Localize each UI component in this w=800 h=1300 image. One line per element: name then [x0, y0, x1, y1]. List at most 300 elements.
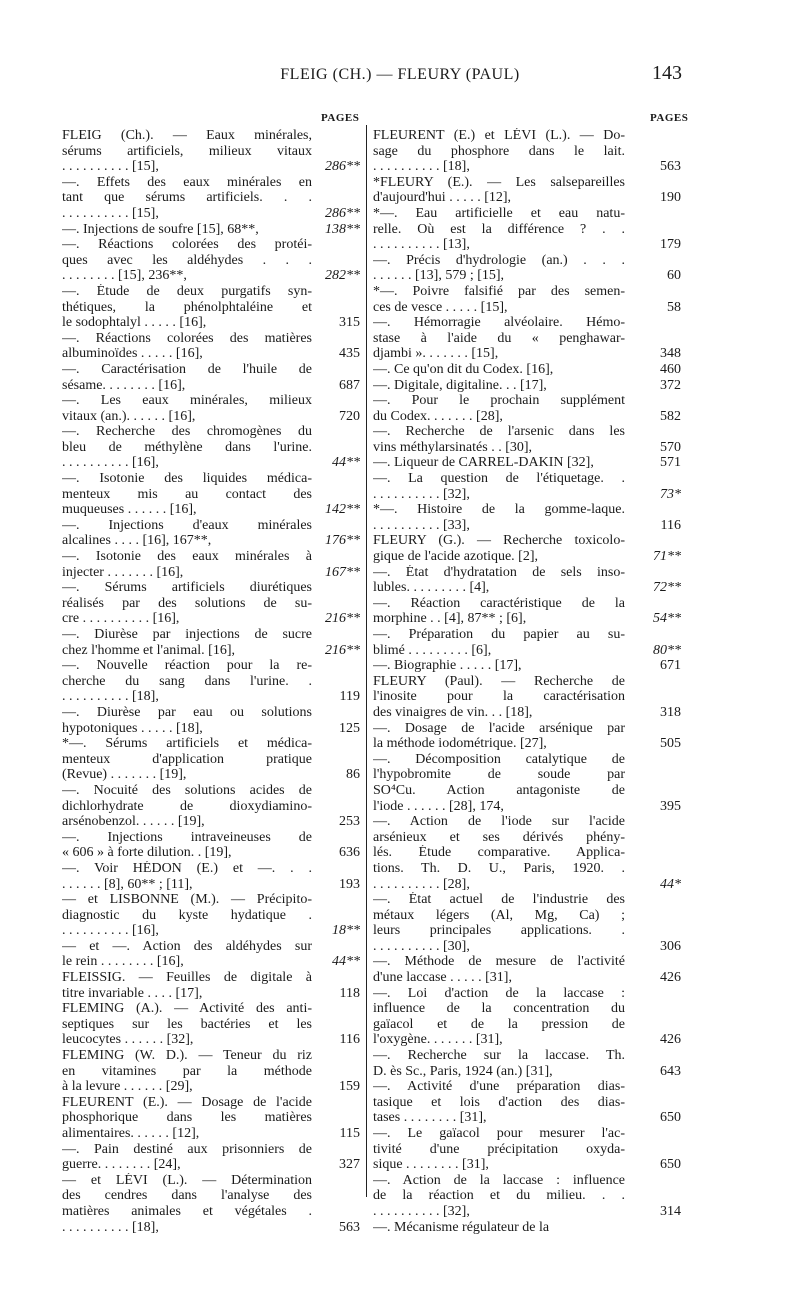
entry-text: —. Étude de deux purgatifs syn- — [62, 283, 312, 299]
entry-page: 86 — [346, 767, 360, 783]
entry-line — [373, 300, 683, 316]
index-entry — [373, 892, 683, 954]
entry-line — [62, 908, 362, 924]
index-entry — [62, 518, 362, 549]
entry-page: 58 — [667, 299, 681, 315]
entry-text: leurs principales applications. . — [373, 923, 625, 939]
index-entry — [373, 627, 683, 658]
index-entry — [62, 284, 362, 331]
entry-line — [62, 502, 362, 518]
entry-line — [62, 752, 362, 768]
entry-line — [373, 533, 683, 549]
entry-text: l'inosite pour la caractérisation — [373, 689, 625, 705]
entry-text: des vinaigres de vin. . . [18], — [373, 704, 533, 720]
entry-page — [312, 440, 362, 456]
entry-page — [625, 1001, 683, 1017]
index-entry — [373, 752, 683, 814]
entry-page: 582 — [660, 408, 681, 424]
entry-page — [312, 471, 362, 487]
entry-line — [373, 1142, 683, 1158]
entry-page — [625, 1079, 683, 1095]
index-entry — [62, 1001, 362, 1048]
entry-text: réalisés par des solutions de su- — [62, 595, 312, 611]
entry-line — [62, 1142, 362, 1158]
index-entry — [373, 206, 683, 253]
entry-line — [62, 861, 362, 877]
entry-line — [62, 331, 362, 347]
entry-text: . . . . . . . . . . [15], — [62, 205, 159, 221]
entry-line — [373, 378, 683, 394]
entry-line — [62, 783, 362, 799]
entry-text: —. Réaction caractéristique de la — [373, 595, 625, 611]
entry-text: —. Décomposition catalytique de — [373, 751, 625, 767]
entry-text: —. La question de l'étiquetage. . — [373, 471, 625, 487]
entry-line — [62, 284, 362, 300]
entry-line — [62, 689, 362, 705]
entry-line — [373, 845, 683, 861]
entry-text: —. Voir HÉDON (E.) et —. . . — [62, 860, 312, 876]
entry-page: 116 — [660, 517, 681, 533]
entry-text: *—. Histoire de la gomme-laque. — [373, 502, 625, 518]
entry-text: —. Pour le prochain supplément — [373, 393, 625, 409]
entry-line — [62, 627, 362, 643]
entry-text: —. Sérums artificiels diurétiques — [62, 580, 312, 596]
entry-line — [373, 1017, 683, 1033]
entry-page — [625, 393, 683, 409]
entry-page — [625, 331, 683, 347]
index-entry — [62, 331, 362, 362]
entry-page: 348 — [660, 346, 681, 362]
entry-text: vins méthylarsinatés . . [30], — [373, 439, 533, 455]
entry-line — [373, 190, 683, 206]
entry-page — [625, 830, 683, 846]
entry-line — [373, 721, 683, 737]
entry-page — [312, 736, 362, 752]
entry-text: —. Diurèse par injections de sucre — [62, 627, 312, 642]
entry-page — [312, 799, 362, 815]
entry-line — [62, 268, 362, 284]
entry-text: tant que sérums artificiels. . . — [62, 190, 312, 206]
entry-text: à la levure . . . . . . [29], — [62, 1079, 193, 1095]
entry-page: 44** — [332, 954, 360, 970]
entry-page — [312, 518, 362, 534]
index-entry — [373, 378, 683, 394]
index-entry — [62, 627, 362, 658]
entry-page — [312, 596, 362, 612]
entry-text: . . . . . . . . . . [18], — [62, 1219, 159, 1235]
index-entry — [373, 954, 683, 985]
entry-line — [62, 487, 362, 503]
index-entry — [373, 1220, 683, 1236]
entry-text: . . . . . . . . . . [33], — [373, 517, 470, 533]
index-entry — [62, 1095, 362, 1142]
entry-line — [62, 1001, 362, 1017]
entry-page — [312, 1110, 362, 1126]
entry-page: 44* — [660, 876, 681, 892]
entry-page — [312, 175, 362, 191]
entry-text: du Codex. . . . . . . [28], — [373, 408, 503, 424]
entry-line — [373, 814, 683, 830]
entry-text: blimé . . . . . . . . . [6], — [373, 642, 492, 658]
entry-text: . . . . . . . . . . [30], — [373, 938, 470, 954]
entry-text: (Revue) . . . . . . . [19], — [62, 767, 187, 783]
entry-text: le sodophtalyl . . . . . [16], — [62, 315, 207, 331]
entry-page — [625, 1048, 683, 1064]
index-entry — [373, 175, 683, 206]
entry-page: 159 — [339, 1079, 360, 1095]
entry-text: matières animales et végétales . — [62, 1203, 312, 1219]
entry-line — [62, 549, 362, 565]
entry-text: D. ès Sc., Paris, 1924 (an.) [31], — [373, 1063, 553, 1079]
entry-page — [625, 954, 683, 970]
entry-page — [625, 175, 683, 191]
entry-page — [312, 1048, 362, 1064]
entry-page — [625, 674, 683, 690]
entry-page — [625, 861, 683, 877]
entry-text: —. Liqueur de CARREL-DAKIN [32], — [373, 455, 594, 471]
entry-line — [373, 237, 683, 253]
entry-page: 687 — [339, 377, 360, 393]
entry-text: . . . . . . . . . . [13], — [373, 237, 470, 253]
running-head: FLEIG (CH.) — FLEURY (PAUL) — [280, 66, 520, 83]
entry-text: —. Réactions colorées des matières — [62, 330, 312, 346]
index-entry — [62, 1142, 362, 1173]
entry-text: —. Action de l'iode sur l'acide — [373, 814, 625, 830]
entry-line — [373, 799, 683, 815]
entry-line — [62, 455, 362, 471]
entry-page — [312, 424, 362, 440]
entry-text: —. Injections d'eaux minérales — [62, 517, 312, 533]
entry-line — [373, 892, 683, 908]
entry-text: *—. Poivre falsifié par des semen- — [373, 283, 625, 299]
index-entry — [62, 393, 362, 424]
entry-text: lés. Étude comparative. Applica- — [373, 845, 625, 861]
entry-line — [373, 1220, 683, 1236]
entry-line — [373, 393, 683, 409]
entry-line — [62, 674, 362, 690]
index-entry — [62, 830, 362, 861]
entry-text: . . . . . . . . . . [28], — [373, 876, 470, 892]
entry-line — [62, 362, 362, 378]
entry-page: 216** — [325, 642, 360, 658]
entry-line — [373, 1032, 683, 1048]
entry-line — [62, 736, 362, 752]
entry-page — [312, 1001, 362, 1017]
entry-line — [62, 1095, 362, 1111]
entry-page: 125 — [339, 720, 360, 736]
entry-page: 176** — [325, 533, 360, 549]
index-entry — [373, 424, 683, 455]
entry-page — [312, 580, 362, 596]
entry-text: l'iode . . . . . . [28], 174, — [373, 798, 504, 814]
entry-page — [312, 144, 362, 160]
entry-line — [373, 970, 683, 986]
entry-text: . . . . . . . . . . [32], — [373, 1203, 470, 1219]
entry-line — [373, 908, 683, 924]
entry-text: tions. Th. D. U., Paris, 1920. . — [373, 860, 625, 876]
entry-page: 650 — [660, 1110, 681, 1126]
entry-page — [625, 892, 683, 908]
entry-page — [312, 300, 362, 316]
entry-line — [373, 346, 683, 362]
entry-line — [62, 222, 362, 238]
entry-text: *—. Sérums artificiels et médica- — [62, 736, 312, 752]
entry-page: 216** — [325, 611, 360, 627]
entry-page — [625, 752, 683, 768]
entry-line — [373, 736, 683, 752]
entry-line — [373, 877, 683, 893]
entry-text: —. Nouvelle réaction pour la re- — [62, 658, 312, 674]
entry-line — [62, 658, 362, 674]
entry-line — [373, 455, 683, 471]
entry-page — [312, 331, 362, 347]
entry-line — [373, 1110, 683, 1126]
entry-text: —. Dosage de l'acide arsénique par — [373, 720, 625, 736]
entry-line — [62, 565, 362, 581]
entry-page — [312, 1173, 362, 1189]
entry-text: —. Préparation du papier au su- — [373, 627, 625, 642]
entry-page: 571 — [660, 455, 681, 471]
entry-line — [62, 159, 362, 175]
entry-line — [373, 549, 683, 565]
entry-text: l'hypobromite de soude par — [373, 767, 625, 783]
entry-text: — et LISBONNE (M.). — Précipito- — [62, 892, 312, 908]
entry-line — [373, 315, 683, 331]
entry-text: — et LÉVI (L.). — Détermination — [62, 1172, 312, 1188]
entry-text: —. Effets des eaux minérales en — [62, 174, 312, 190]
entry-page — [625, 767, 683, 783]
index-entry — [373, 596, 683, 627]
index-entry — [373, 284, 683, 315]
entry-text: —. Action de la laccase : influence — [373, 1172, 625, 1188]
entry-line — [62, 518, 362, 534]
entry-text: dichlorhydrate de dioxydiamino- — [62, 798, 312, 814]
index-entry — [373, 1079, 683, 1126]
entry-line — [62, 1220, 362, 1236]
entry-page: 18** — [332, 923, 360, 939]
entry-line — [373, 1157, 683, 1173]
entry-line — [373, 954, 683, 970]
entry-line — [373, 689, 683, 705]
index-entry — [62, 658, 362, 705]
entry-text: . . . . . . . . [15], 236**, — [62, 268, 187, 284]
right-column — [373, 128, 683, 1235]
entry-line — [62, 845, 362, 861]
entry-text: —. Réactions colorées des protéi- — [62, 237, 312, 253]
entry-page — [312, 362, 362, 378]
entry-page — [312, 658, 362, 674]
entry-page — [625, 565, 683, 581]
entry-line — [373, 986, 683, 1002]
entry-line — [373, 1095, 683, 1111]
entry-text: . . . . . . . . . . [16], — [62, 923, 159, 939]
entry-text: d'aujourd'hui . . . . . [12], — [373, 190, 512, 206]
entry-line — [62, 1126, 362, 1142]
entry-text: —. Ce qu'on dit du Codex. [16], — [373, 361, 554, 377]
entry-line — [62, 533, 362, 549]
entry-page — [312, 1142, 362, 1158]
entry-line — [62, 814, 362, 830]
entry-page — [625, 222, 683, 238]
entry-text: . . . . . . . . . . [16], — [62, 455, 159, 471]
entry-page — [625, 533, 683, 549]
entry-page — [312, 892, 362, 908]
entry-page: 306 — [660, 938, 681, 954]
entry-text: stase à l'aide du « penghawar- — [373, 330, 625, 346]
entry-text: FLEURY (Paul). — Recherche de — [373, 673, 625, 689]
entry-text: alimentaires. . . . . . [12], — [62, 1126, 200, 1141]
index-entry — [373, 674, 683, 721]
entry-page: 460 — [660, 361, 681, 377]
entry-page: 193 — [339, 876, 360, 892]
entry-text: *—. Eau artificielle et eau natu- — [373, 205, 625, 221]
entry-text: l'oxygène. . . . . . . [31], — [373, 1032, 503, 1048]
entry-text: injecter . . . . . . . [16], — [62, 564, 184, 580]
entry-page: 71** — [653, 549, 681, 565]
entry-page — [312, 783, 362, 799]
entry-page: 426 — [660, 970, 681, 986]
entry-line — [62, 705, 362, 721]
entry-page — [625, 689, 683, 705]
entry-line — [62, 315, 362, 331]
entry-line — [373, 1079, 683, 1095]
entry-line — [373, 939, 683, 955]
entry-page: 73* — [660, 486, 681, 502]
entry-text: ques avec les aldéhydes . . . — [62, 252, 312, 268]
entry-text: — et —. Action des aldéhydes sur — [62, 938, 312, 954]
entry-line — [62, 939, 362, 955]
entry-line — [373, 752, 683, 768]
entry-page — [312, 1064, 362, 1080]
entry-text: FLEURY (G.). — Recherche toxicolo- — [373, 533, 625, 549]
entry-line — [373, 128, 683, 144]
entry-text: —. Caractérisation de l'huile de — [62, 361, 312, 377]
entry-page — [625, 424, 683, 440]
entry-page — [625, 1220, 683, 1236]
index-entry — [62, 237, 362, 284]
entry-line — [373, 783, 683, 799]
entry-text: FLEURENT (E.) et LÉVI (L.). — Do- — [373, 128, 625, 143]
entry-page: 138** — [325, 221, 360, 237]
entry-text: le rein . . . . . . . . [16], — [62, 954, 184, 970]
entry-line — [62, 954, 362, 970]
entry-line — [62, 409, 362, 425]
entry-page — [312, 830, 362, 846]
entry-line — [373, 362, 683, 378]
entry-page: 44** — [332, 455, 360, 471]
entry-line — [62, 799, 362, 815]
entry-text: menteux mis au contact des — [62, 486, 312, 502]
entry-text: —. Injections intraveineuses de — [62, 829, 312, 845]
entry-line — [62, 830, 362, 846]
entry-text: —. Biographie . . . . . [17], — [373, 658, 522, 674]
entry-text: sage du phosphore dans le lait. — [373, 143, 625, 159]
entry-line — [62, 596, 362, 612]
index-entry — [373, 721, 683, 752]
index-entry — [373, 128, 683, 175]
entry-page — [625, 627, 683, 643]
entry-text: titre invariable . . . . [17], — [62, 985, 203, 1001]
entry-text: —. Diurèse par eau ou solutions — [62, 704, 312, 720]
entry-text: leucocytes . . . . . . [32], — [62, 1032, 194, 1048]
entry-text: cre . . . . . . . . . . [16], — [62, 611, 180, 627]
entry-page: 116 — [339, 1032, 360, 1048]
entry-page — [625, 1017, 683, 1033]
entry-line — [373, 923, 683, 939]
entry-line — [62, 1017, 362, 1033]
entry-line — [373, 705, 683, 721]
entry-line — [373, 1173, 683, 1189]
entry-line — [62, 1032, 362, 1048]
index-entry — [62, 471, 362, 518]
entry-page — [625, 502, 683, 518]
entry-page — [625, 315, 683, 331]
entry-line — [62, 1204, 362, 1220]
entry-line — [62, 986, 362, 1002]
entry-text: influence de la concentration du — [373, 1001, 625, 1017]
entry-page: 142** — [325, 502, 360, 518]
index-entry — [373, 658, 683, 674]
entry-text: bleu de méthylène dans l'urine. — [62, 439, 312, 455]
entry-line — [62, 471, 362, 487]
entry-text: sésame. . . . . . . . [16], — [62, 377, 186, 393]
entry-page — [625, 986, 683, 1002]
index-entry — [62, 736, 362, 783]
entry-line — [62, 1188, 362, 1204]
entry-text: —. Hémorragie alvéolaire. Hémo- — [373, 315, 625, 331]
entry-text: gique de l'acide azotique. [2], — [373, 549, 539, 565]
entry-line — [373, 627, 683, 643]
entry-line — [373, 284, 683, 300]
entry-line — [62, 1064, 362, 1080]
entry-line — [373, 1001, 683, 1017]
entry-text: . . . . . . . . . . [18], — [62, 689, 159, 705]
entry-text: hypotoniques . . . . . [18], — [62, 720, 203, 736]
entry-page — [312, 627, 362, 643]
entry-line — [62, 1173, 362, 1189]
entry-page: 563 — [660, 159, 681, 175]
entry-line — [62, 1079, 362, 1095]
entry-line — [373, 643, 683, 659]
entry-line — [62, 923, 362, 939]
entry-page — [312, 752, 362, 768]
entry-line — [62, 643, 362, 659]
entry-line — [373, 674, 683, 690]
index-entry — [373, 315, 683, 362]
entry-page — [625, 1188, 683, 1204]
entry-page: 318 — [660, 704, 681, 720]
entry-line — [62, 175, 362, 191]
entry-text: d'une laccase . . . . . [31], — [373, 970, 512, 986]
entry-text: vitaux (an.). . . . . . [16], — [62, 408, 196, 424]
entry-page: 80** — [653, 642, 681, 658]
entry-page — [625, 471, 683, 487]
entry-text: —. Pain destiné aux prisonniers de — [62, 1141, 312, 1157]
entry-text: . . . . . . . . . . [15], — [62, 159, 159, 175]
entry-page — [312, 237, 362, 253]
entry-line — [373, 1204, 683, 1220]
entry-page: 395 — [660, 798, 681, 814]
entry-line — [373, 1048, 683, 1064]
index-entry — [62, 222, 362, 238]
entry-line — [62, 190, 362, 206]
entry-text: chez l'homme et l'animal. [16], — [62, 642, 235, 658]
entry-text: tasique et lois d'action des dias- — [373, 1094, 625, 1110]
entry-line — [373, 471, 683, 487]
entry-page — [312, 674, 362, 690]
entry-page — [312, 190, 362, 206]
entry-text: —. Les eaux minérales, milieux — [62, 393, 312, 409]
